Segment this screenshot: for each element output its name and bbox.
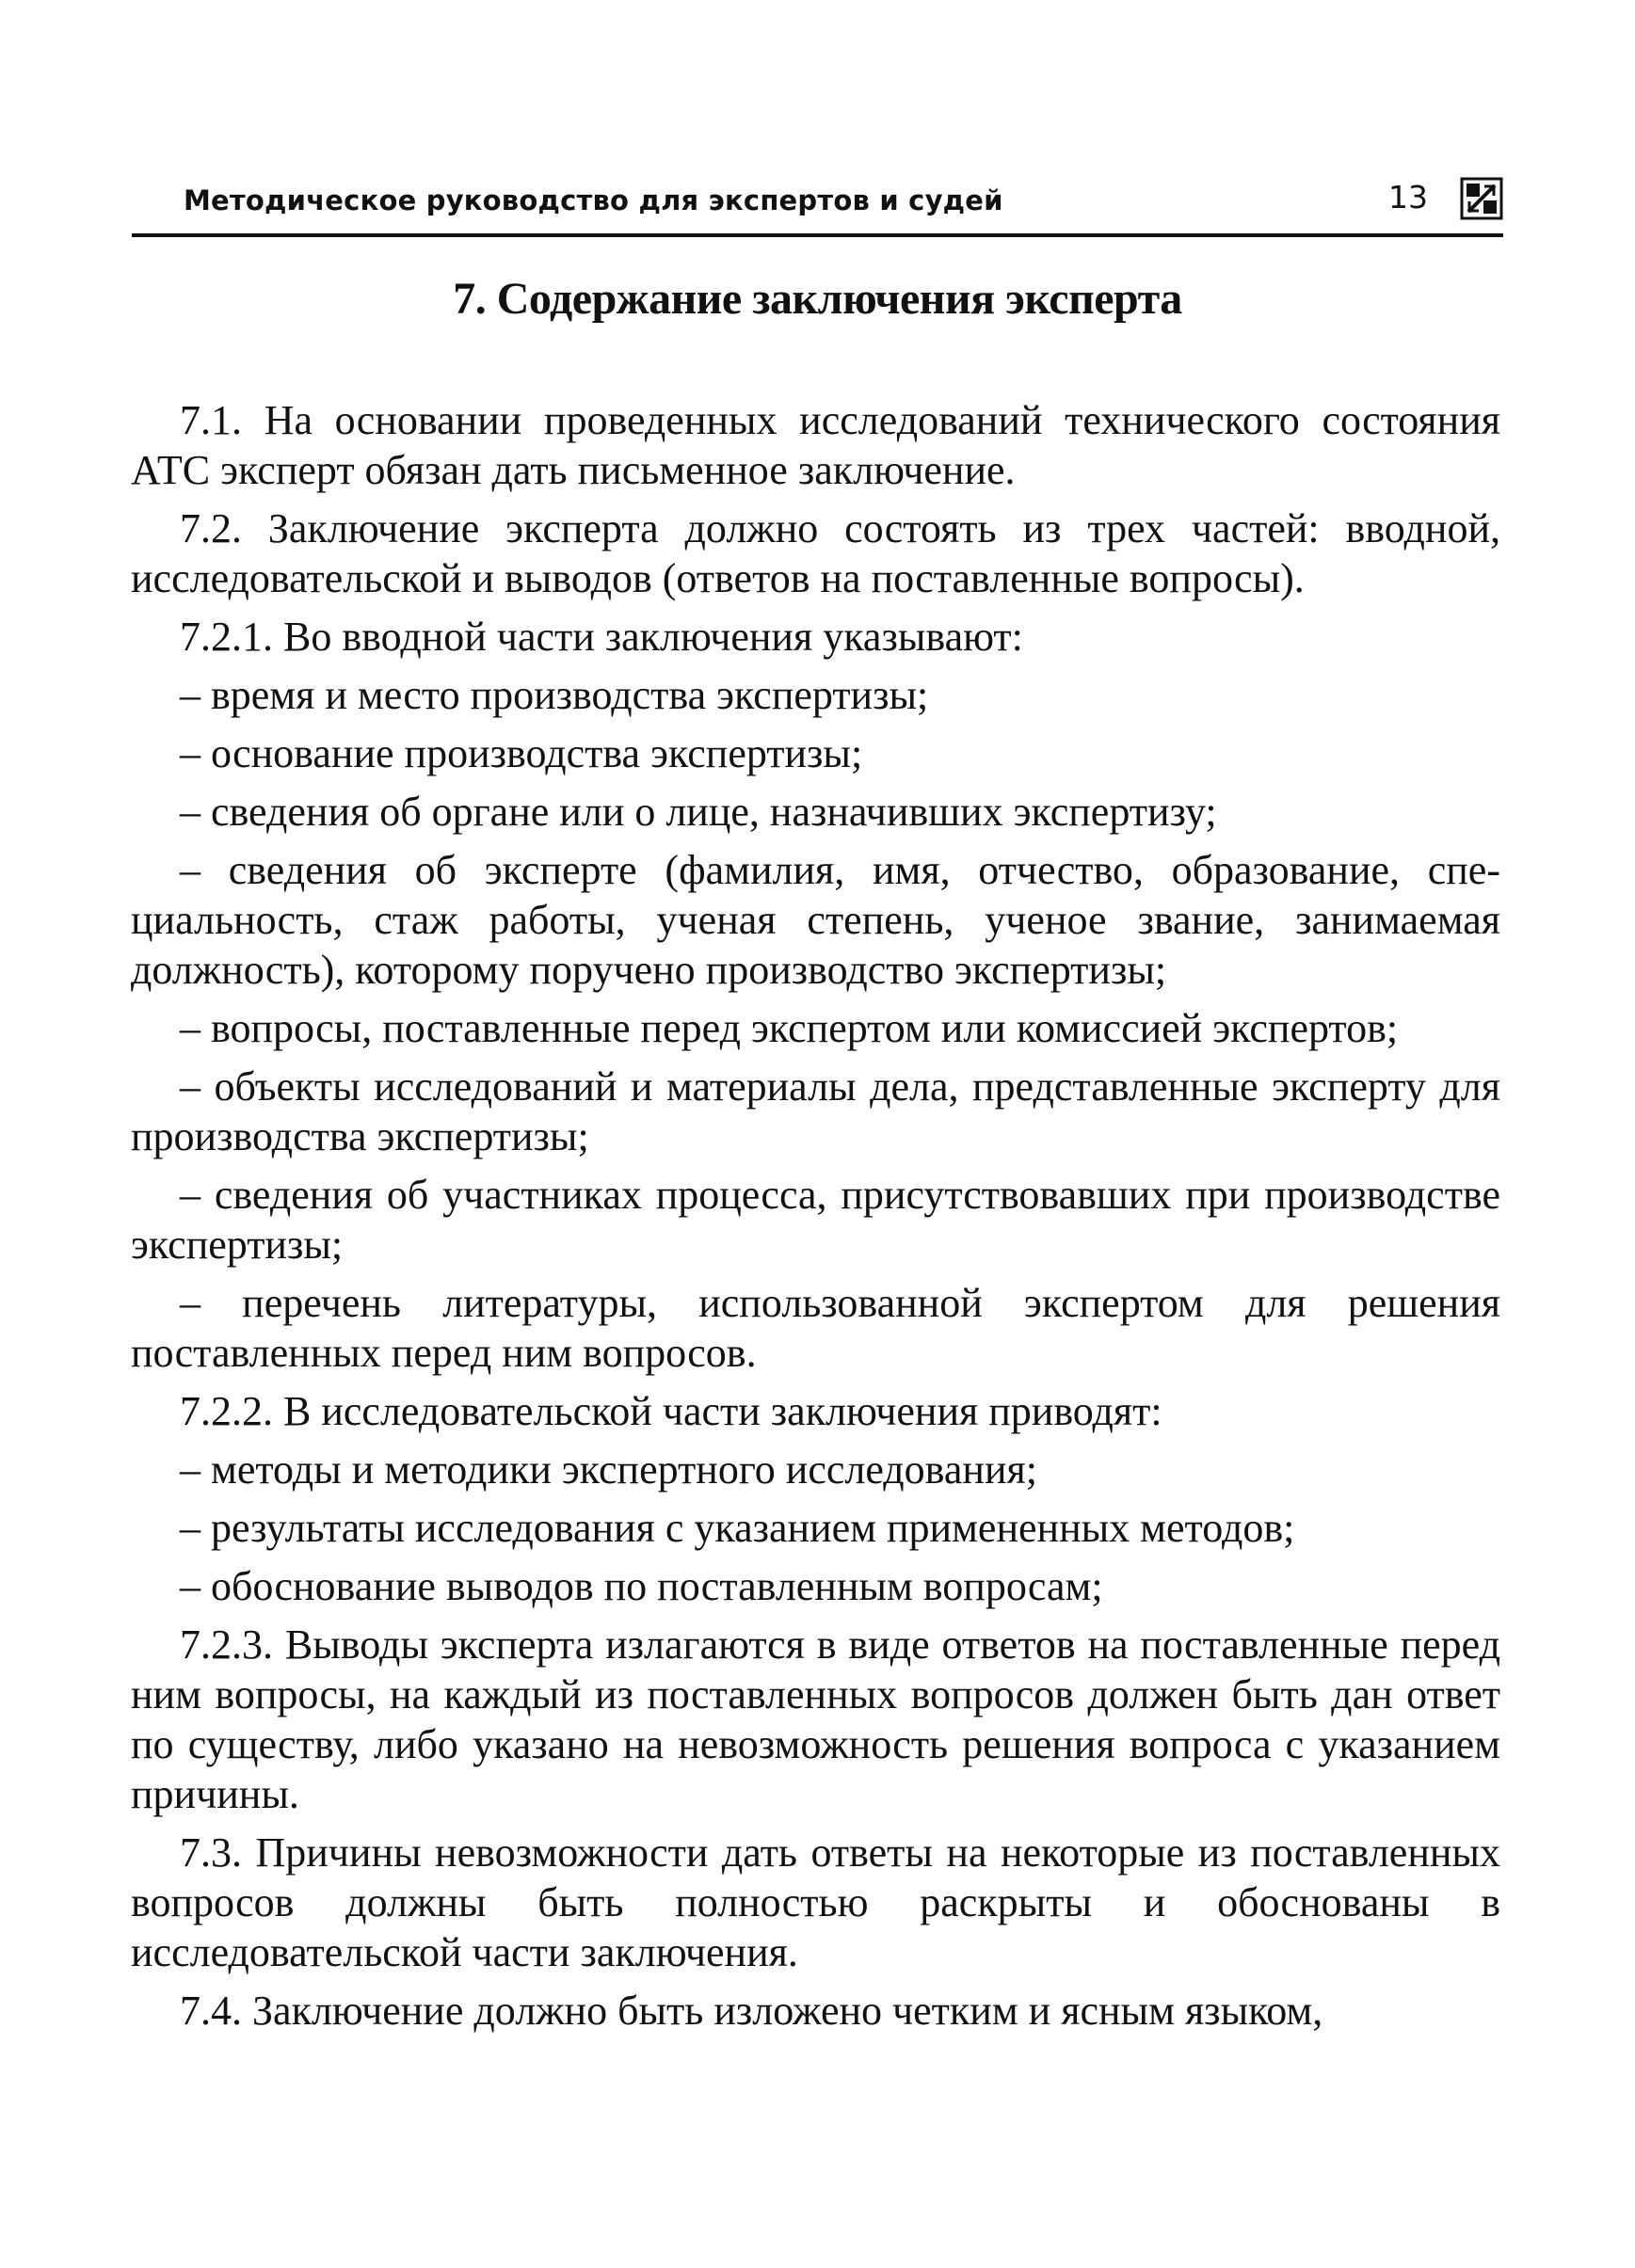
list-item: – методы и методики экспертного исследования;	[180, 1446, 1037, 1493]
section-title: 7. Содержание заключения эксперта	[453, 274, 1182, 324]
list-item: – обоснование выводов по поставленным вопросам;	[180, 1563, 1103, 1609]
list-item: – сведения об эксперте (фамилия, имя, отчество, образование, специальность, стаж работы, ученая степень, ученое звание, занимаемая должность), которому поручено производство экспертизы;	[131, 847, 1500, 993]
paragraph: 7.4. Заключение должно быть изложено четким и ясным языком,	[180, 1988, 1323, 2034]
list-item: – основание производства экспертизы;	[180, 730, 863, 776]
running-title: Методическое руководство для экспертов и судей	[184, 184, 1003, 216]
paragraph: 7.2.2. В исследовательской части заключения приводят:	[180, 1388, 1162, 1434]
list-item: – сведения об участниках процесса, присутствовавших при производстве экспертизы;	[131, 1172, 1500, 1268]
list-item: – вопросы, поставленные перед экспертом или комиссией экспертов;	[180, 1005, 1399, 1051]
paragraph: 7.2. Заключение эксперта должно состоять из трех частей: вводной, исследовательской и выводов (ответов на поставленные вопросы).	[131, 505, 1500, 601]
paragraph: 7.3. Причины невозможности дать ответы на некоторые из поставленных вопросов должны быть полностью раскрыты и обоснованы в исследовательской части заключения.	[131, 1829, 1500, 1975]
paragraph: 7.2.3. Выводы эксперта излагаются в виде ответов на поставленные перед ним вопросы, на каждый из поставленных вопросов должен быть дан ответ по существу, либо указано на невозможность решения вопроса с указанием причины.	[131, 1621, 1500, 1817]
list-item: – объекты исследований и материалы дела, представленные эксперту для производства экспертизы;	[131, 1063, 1500, 1159]
paragraph: 7.2.1. Во вводной части заключения указывают:	[180, 614, 1023, 660]
page-number: 13	[1388, 179, 1428, 216]
body-text	[131, 395, 1500, 2036]
paragraph: 7.1. На основании проведенных исследований технического состояния АТС эксперт обязан дать письменное заключение.	[131, 397, 1500, 493]
running-header	[132, 177, 1503, 237]
list-item: – сведения об органе или о лице, назначивших экспертизу;	[180, 789, 1217, 835]
list-item: – перечень литературы, использованной экспертом для решения поставленных перед ним вопросов.	[131, 1280, 1500, 1376]
list-item: – результаты исследования с указанием примененных методов;	[180, 1505, 1295, 1551]
publisher-logo-icon	[1460, 177, 1503, 220]
list-item: – время и место производства экспертизы;	[180, 672, 929, 718]
